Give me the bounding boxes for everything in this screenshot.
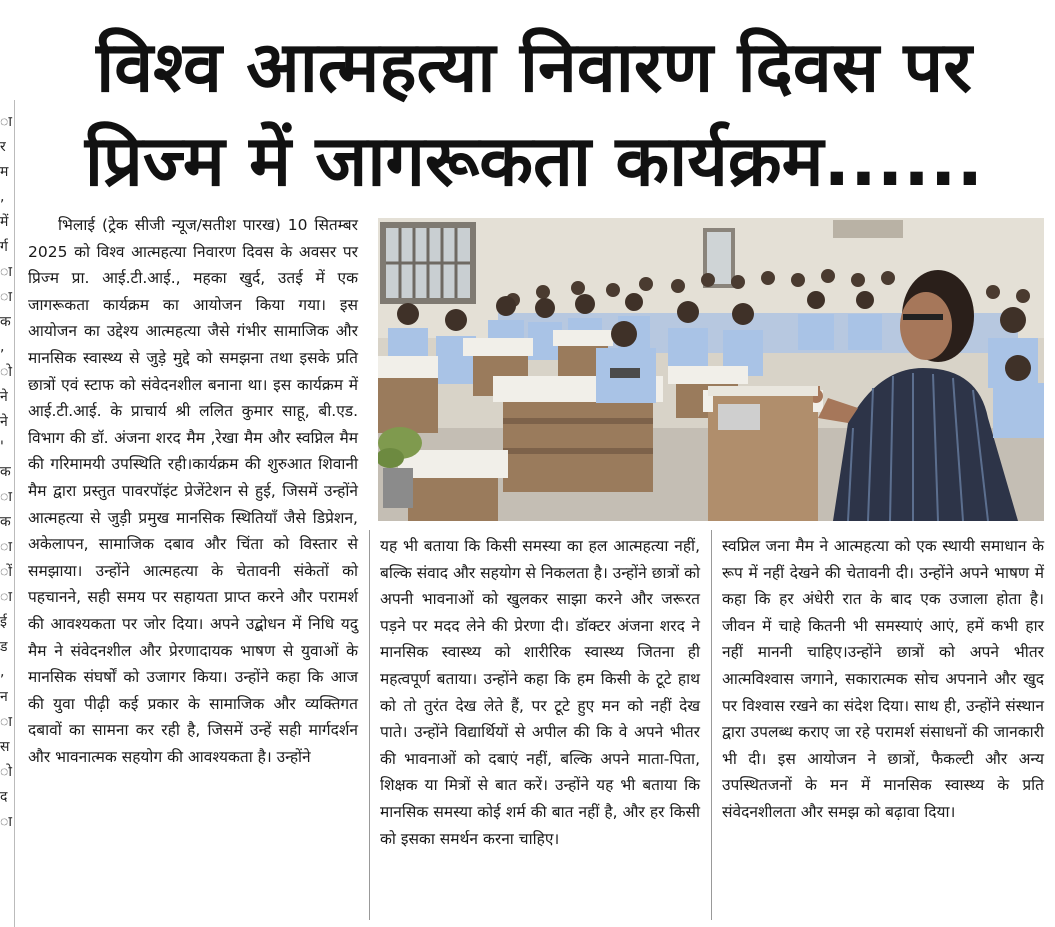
column-divider-1	[369, 530, 370, 920]
edge-fragment: ा	[0, 289, 12, 305]
edge-fragment: र्ग	[0, 239, 8, 255]
classroom-photo	[378, 218, 1044, 521]
edge-fragment: द	[0, 789, 8, 805]
edge-fragment: र	[0, 139, 6, 155]
edge-fragment: ई	[0, 614, 7, 630]
edge-fragment: न	[0, 689, 8, 705]
edge-fragment: क	[0, 314, 11, 330]
edge-fragment: ा	[0, 814, 12, 830]
edge-fragment: म	[0, 164, 9, 180]
edge-fragment: ,	[0, 189, 5, 205]
edge-fragment: में	[0, 214, 9, 230]
article-column-1-text: भिलाई (ट्रेक सीजी न्यूज/सतीश पारख) 10 सितम्बर 2025 को विश्व आत्महत्या निवारण दिवस के अवसर पर प्रिज्म प्रा. आई.टी.आई., महका खुर्द, उतई में एक जागरूकता कार्यक्रम का आयोजन किया गया। इस आयोजन का उद्देश्य आत्महत्या जैसे गंभीर सामाजिक और मानसिक स्वास्थ्य से जुड़े मुद्दे को समझना तथा इसके प्रति छात्रों एवं स्टाफ को संवेदनशील बनाना था। इस कार्यक्रम में आई.टी.आई. के प्राचार्य श्री ललित कुमार साहू, बी.एड. विभाग की डॉ. अंजना शरद मैम ,रेखा मैम और स्वप्निल मैम की गरिमामयी उपस्थिति रही।कार्यक्रम की शुरुआत शिवानी मैम द्वारा प्रस्तुत पावरपॉइंट प्रेजेंटेशन से हुई, जिसमें उन्होंने आत्महत्या से जुड़ी प्रमुख मानसिक स्थितियाँ जैसे डिप्रेशन, अकेलापन, सामाजिक दबाव और चिंता को विस्तार से समझाया। उन्होंने आत्महत्या के चेतावनी संकेतों को पहचानने, सही समय पर सहायता प्राप्त करने और परामर्श की आवश्यकता पर जोर दिया। अपने उद्बोधन में निधि यदु मैम ने संवेदनशील और प्रेरणादायक भाषण से युवाओं के मानसिक संघर्षों को उजागर किया। उन्होंने कहा कि आज की युवा पीढ़ी कई प्रकार के सामाजिक और व्यक्तिगत दबावों का सामना कर रही है, जिसमें उन्हें सही मार्गदर्शन और भावनात्मक सहयोग की आवश्यकता है। उन्होंने	[28, 216, 358, 766]
edge-fragment: ो	[0, 764, 12, 780]
edge-fragment: स	[0, 739, 10, 755]
left-edge-divider	[14, 100, 15, 927]
edge-fragment: ा	[0, 114, 12, 130]
edge-fragment: ने	[0, 389, 8, 405]
headline-line-2: प्रिज्म में जागरूकता कार्यक्रम......	[84, 120, 984, 202]
edge-fragment: '	[0, 439, 4, 455]
article-column-1	[28, 212, 358, 770]
edge-fragment: ,	[0, 664, 5, 680]
article-column-2	[380, 533, 700, 852]
edge-fragment: ने	[0, 414, 8, 430]
article-column-3	[722, 533, 1044, 826]
edge-fragment: ों	[0, 564, 12, 580]
edge-fragment: ा	[0, 264, 12, 280]
edge-fragment: ो	[0, 364, 12, 380]
window-left	[380, 222, 476, 304]
edge-fragment: ा	[0, 714, 12, 730]
edge-fragment: क	[0, 514, 11, 530]
edge-fragment: ा	[0, 589, 12, 605]
edge-fragment: क	[0, 464, 11, 480]
article-column-3-text: स्वप्निल जना मैम ने आत्महत्या को एक स्थायी समाधान के रूप में नहीं देखने की चेतावनी दी। उन्होंने अपने भाषण में कहा कि हर अंधेरी रात के बाद एक उजाला होता है। जीवन में चाहे कितनी भी समस्याएं आएं, हमें कभी हार नहीं माननी चाहिए।उन्होंने छात्रों को अपने भीतर आत्मविश्वास जगाने, सकारात्मक सोच अपनाने और खुद पर विश्वास रखने का संदेश दिया। साथ ही, उन्होंने संस्थान द्वारा उपलब्ध कराए जा रहे परामर्श संसाधनों की जानकारी भी दी। इस आयोजन ने छात्रों, फैकल्टी और अन्य उपस्थितजनों के मन में मानसिक स्वास्थ्य के प्रति संवेदनशीलता और समझ को बढ़ावा दिया।	[722, 537, 1044, 821]
podium	[708, 386, 818, 521]
column-divider-2	[711, 530, 712, 920]
edge-fragment: ,	[0, 339, 5, 355]
headline-line-1: विश्व आत्महत्या निवारण दिवस पर	[96, 26, 972, 108]
edge-fragment: ा	[0, 539, 12, 555]
article-column-2-text: यह भी बताया कि किसी समस्या का हल आत्महत्या नहीं, बल्कि संवाद और सहयोग से निकलता है। उन्होंने छात्रों को अपनी भावनाओं को खुलकर साझा करने और जरूरत पड़ने पर मदद लेने की प्रेरणा दी। डॉक्टर अंजना शरद ने मानसिक स्वास्थ्य को शारीरिक स्वास्थ्य जितना ही महत्वपूर्ण बताया। उन्होंने कहा कि हम किसी के टूटे हाथ को तो तुरंत देख लेते हैं, पर टूटे हुए मन को नहीं देख पाते। उन्होंने विद्यार्थियों से अपील की कि वे अपने भीतर की भावनाओं को दबाएं नहीं, बल्कि अपने माता-पिता, शिक्षक या मित्रों से बात करें। उन्होंने यह भी बताया कि मानसिक समस्या कोई शर्म की बात नहीं है, और हर किसी को इसका समर्थन करना चाहिए।	[380, 537, 700, 848]
edge-fragment: ड	[0, 639, 8, 655]
left-edge-clipped-column	[0, 110, 14, 927]
edge-fragment: ा	[0, 489, 12, 505]
headline	[24, 20, 1044, 208]
classroom-photo-drawing	[378, 218, 1044, 521]
